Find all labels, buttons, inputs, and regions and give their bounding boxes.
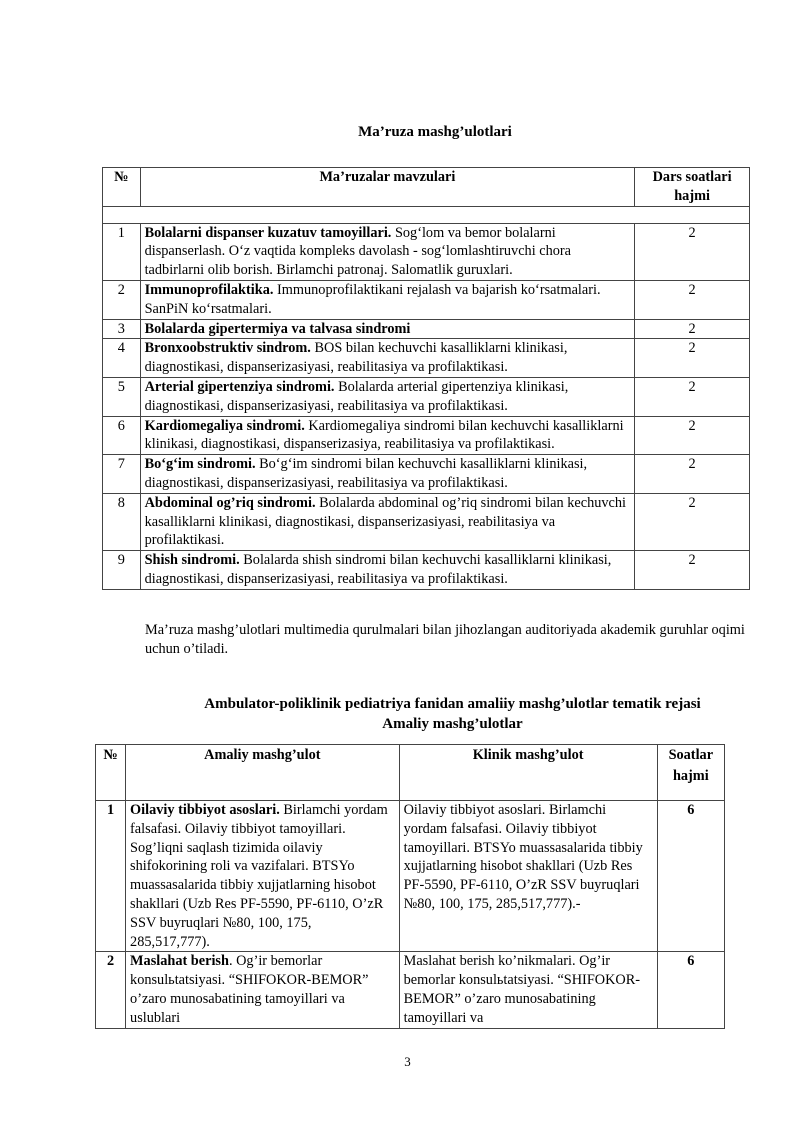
- row-hours: 2: [635, 280, 750, 319]
- table-row: [103, 455, 750, 494]
- header-num: №: [96, 745, 126, 801]
- topic-heading: Bolalarni dispanser kuzatuv tamoyillari.: [144, 224, 392, 241]
- table-header-row: [96, 745, 725, 801]
- row-hours: 2: [635, 339, 750, 378]
- practical-subtitle: Amaliy mashg’ulotlar: [382, 716, 523, 732]
- topic-heading: Bo‘g‘im sindromi.: [144, 456, 256, 473]
- row-clinical: Maslahat berish ko’nikmalari. Og’ir bemorlar konsulьtatsiyasi. “SHIFOKOR-BEMOR” o’zaro munosabatining tamoyillari va: [399, 952, 657, 1028]
- row-hours: 2: [635, 319, 750, 339]
- row-topic: [140, 223, 635, 280]
- practical-section-title: [95, 694, 800, 734]
- table-row: [103, 493, 750, 550]
- practical-text: Birlamchi yordam falsafasi. Oilaviy tibbiyot tamoyillari. Sog’liqni saqlash tizimida oilaviy shifokorining roli va vazifalari. BTSYo muassasalarida tibbiy xujjatlarning hisobot shakllari (Uzb Res PF-5590, PF-6110, O’zR SSV buyruqlari №80, 100, 175, 285,517,777).: [130, 802, 388, 950]
- topic-heading: Immunoprofilaktika.: [144, 281, 274, 298]
- row-topic: [140, 280, 635, 319]
- row-topic: [140, 551, 635, 590]
- row-num: 7: [103, 455, 141, 494]
- row-num: 1: [103, 223, 141, 280]
- topic-text: Bo‘g‘im sindromi bilan kechuvchi kasalliklarni klinikasi, diagnostikasi, dispanserizasiyasi, reabilitasiya va profilaktikasi.: [144, 456, 588, 491]
- row-num: 8: [103, 493, 141, 550]
- topic-heading: Kardiomegaliya sindromi.: [144, 417, 305, 434]
- row-hours: 2: [635, 551, 750, 590]
- row-hours: 2: [635, 416, 750, 455]
- row-num: 2: [103, 280, 141, 319]
- table-row: [103, 339, 750, 378]
- row-num: 2: [96, 952, 126, 1028]
- lecture-table: [102, 167, 750, 590]
- topic-text: Bolalarda shish sindromi bilan kechuvchi kasalliklarni klinikasi, diagnostikasi, dispanserizasiyasi, reabilitasiya va profilaktikasi.: [144, 552, 612, 587]
- row-topic: [140, 455, 635, 494]
- row-hours: 2: [635, 223, 750, 280]
- row-clinical: Oilaviy tibbiyot asoslari. Birlamchi yordam falsafasi. Oilaviy tibbiyot tamoyillari. BTSYo muassasalarida tibbiy xujjatlarning hisobot shakllari (Uzb Res PF-5590, PF-6110, O’zR SSV buyruqlari №80, 100, 175, 285,517,777).-: [399, 801, 657, 952]
- row-topic: [140, 377, 635, 416]
- practical-title: Ambulator-poliklinik pediatriya fanidan amaliiy mashg’ulotlar tematik rejasi: [204, 696, 701, 712]
- topic-heading: Bolalarda gipertermiya va talvasa sindromi: [144, 320, 411, 337]
- topic-heading: Abdominal og’riq sindromi.: [144, 494, 316, 511]
- topic-heading: Arterial gipertenziya sindromi.: [144, 378, 335, 395]
- row-topic: [140, 416, 635, 455]
- topic-heading: Shish sindromi.: [144, 552, 240, 569]
- topic-text: Kardiomegaliya sindromi bilan kechuvchi kasalliklarni klinikasi, diagnostikasi, dispanserizasiya, reabilitasiya va profilaktikasi.: [144, 417, 624, 453]
- row-hours: 6: [657, 801, 724, 952]
- table-row: [103, 223, 750, 280]
- row-hours: 2: [635, 377, 750, 416]
- topic-text: Bolalarda arterial gipertenziya klinikasi, diagnostikasi, dispanserizasiyasi, reabilitasiya va profilaktikasi.: [144, 378, 569, 414]
- practical-text: . Og’ir bemorlar konsulьtatsiyasi. “SHIFOKOR-BEMOR” o’zaro munosabatining tamoyillari va uslublari: [130, 953, 369, 1026]
- lecture-note: Ma’ruza mashg’ulotlari multimedia qurulmalari bilan jihozlangan auditoriyada akademik guruhlar oqimi uchun o’tiladi.: [145, 622, 745, 657]
- row-practical: [126, 801, 400, 952]
- topic-text: BOS bilan kechuvchi kasalliklarni klinikasi, diagnostikasi, dispanserizasiyasi, reabilitasiya va profilaktikasi.: [144, 340, 568, 376]
- row-topic: [140, 339, 635, 378]
- row-topic: [140, 319, 635, 339]
- topic-text: Sog‘lom va bemor bolalarni dispanserlash. O‘z vaqtida kompleks davolash - sog‘lomlashtiruvchi chora tadbirlarni olib borish. Birlamchi patronaj. Salomatlik guruxlari.: [144, 224, 571, 279]
- header-hours: Soatlar hajmi: [657, 745, 724, 801]
- table-row: [103, 551, 750, 590]
- row-hours: 6: [657, 952, 724, 1028]
- table-row: [103, 377, 750, 416]
- row-hours: 2: [635, 493, 750, 550]
- table-row: [96, 801, 725, 952]
- row-topic: [140, 493, 635, 550]
- row-num: 4: [103, 339, 141, 378]
- header-topic: Ma’ruzalar mavzulari: [140, 168, 635, 207]
- table-row: [103, 416, 750, 455]
- header-practical: Amaliy mashg’ulot: [126, 745, 400, 801]
- lecture-section-title: Ma’ruza mashg’ulotlari: [358, 124, 512, 140]
- table-row: [103, 319, 750, 339]
- spacer-row: [103, 206, 750, 223]
- row-num: 9: [103, 551, 141, 590]
- row-num: 3: [103, 319, 141, 339]
- row-hours: 2: [635, 455, 750, 494]
- row-num: 5: [103, 377, 141, 416]
- row-num: 1: [96, 801, 126, 952]
- practical-heading: Oilaviy tibbiyot asoslari.: [130, 802, 280, 818]
- table-row: [103, 280, 750, 319]
- table-header-row: [103, 168, 750, 207]
- topic-text: Bolalarda abdominal og’riq sindromi bilan kechuvchi kasalliklarni klinikasi, diagnostikasi, dispanserizasiyasi, reabilitasiya va profilaktikasi.: [144, 494, 626, 549]
- practical-heading: Maslahat berish: [130, 953, 229, 970]
- row-practical: [126, 952, 400, 1028]
- header-clinical: Klinik mashg’ulot: [399, 745, 657, 801]
- row-num: 6: [103, 416, 141, 455]
- header-num: №: [103, 168, 141, 207]
- page-number: 3: [404, 1054, 411, 1069]
- topic-text: Immunoprofilaktikani rejalash va bajarish ko‘rsatmalari. SanPiN ko‘rsatmalari.: [144, 281, 601, 317]
- practical-table: [95, 744, 725, 1029]
- topic-heading: Bronxoobstruktiv sindrom.: [144, 340, 311, 357]
- table-row: [96, 952, 725, 1028]
- header-hours: Dars soatlari hajmi: [635, 168, 750, 207]
